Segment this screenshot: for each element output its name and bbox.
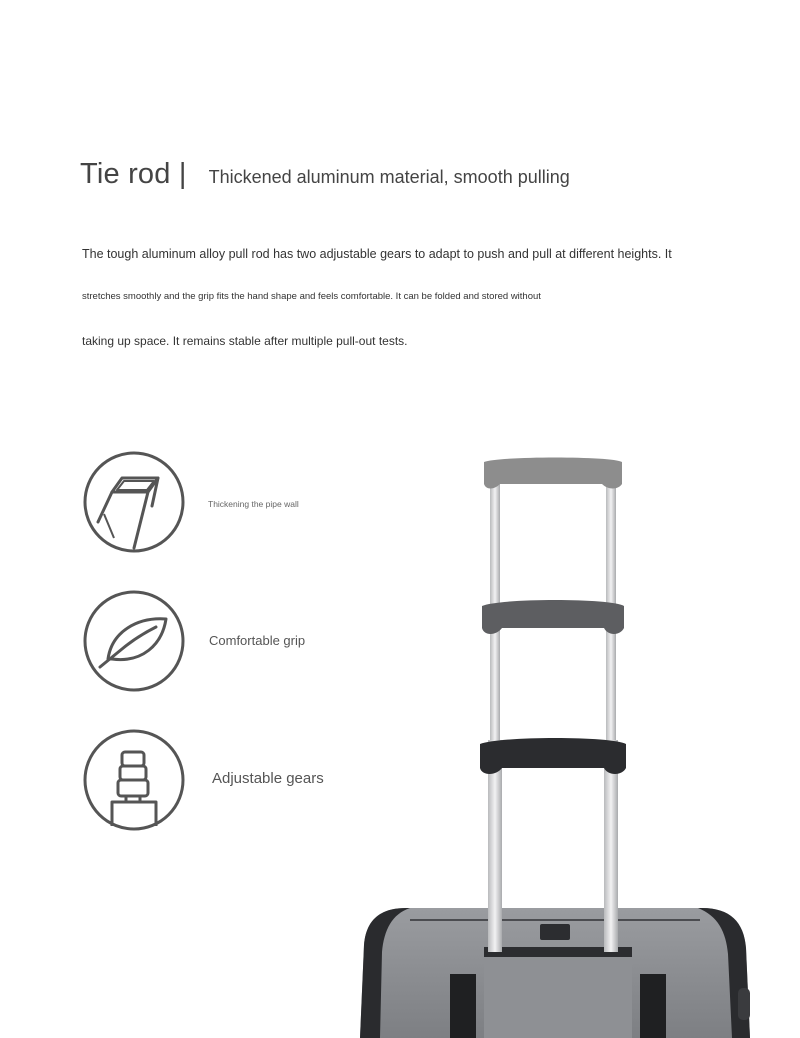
page-title: Tie rod | <box>80 158 187 190</box>
trolley-bag-image <box>350 440 760 1038</box>
description-line-3: taking up space. It remains stable after multiple pull-out tests. <box>82 334 408 348</box>
feature-label-gears: Adjustable gears <box>212 770 324 787</box>
pipe-wall-icon <box>82 450 186 554</box>
description-line-2: stretches smoothly and the grip fits the hand shape and feels comfortable. It can be folded and stored without <box>82 291 541 302</box>
page-subtitle: Thickened aluminum material, smooth pulling <box>208 167 570 187</box>
feature-label-grip: Comfortable grip <box>209 633 306 648</box>
header <box>80 158 570 191</box>
gears-icon <box>82 728 186 832</box>
description-line-1: The tough aluminum alloy pull rod has two adjustable gears to adapt to push and pull at different heights. It <box>82 247 672 261</box>
leaf-icon <box>82 589 186 693</box>
feature-label-pipe-wall: Thickening the pipe wall <box>208 499 299 509</box>
